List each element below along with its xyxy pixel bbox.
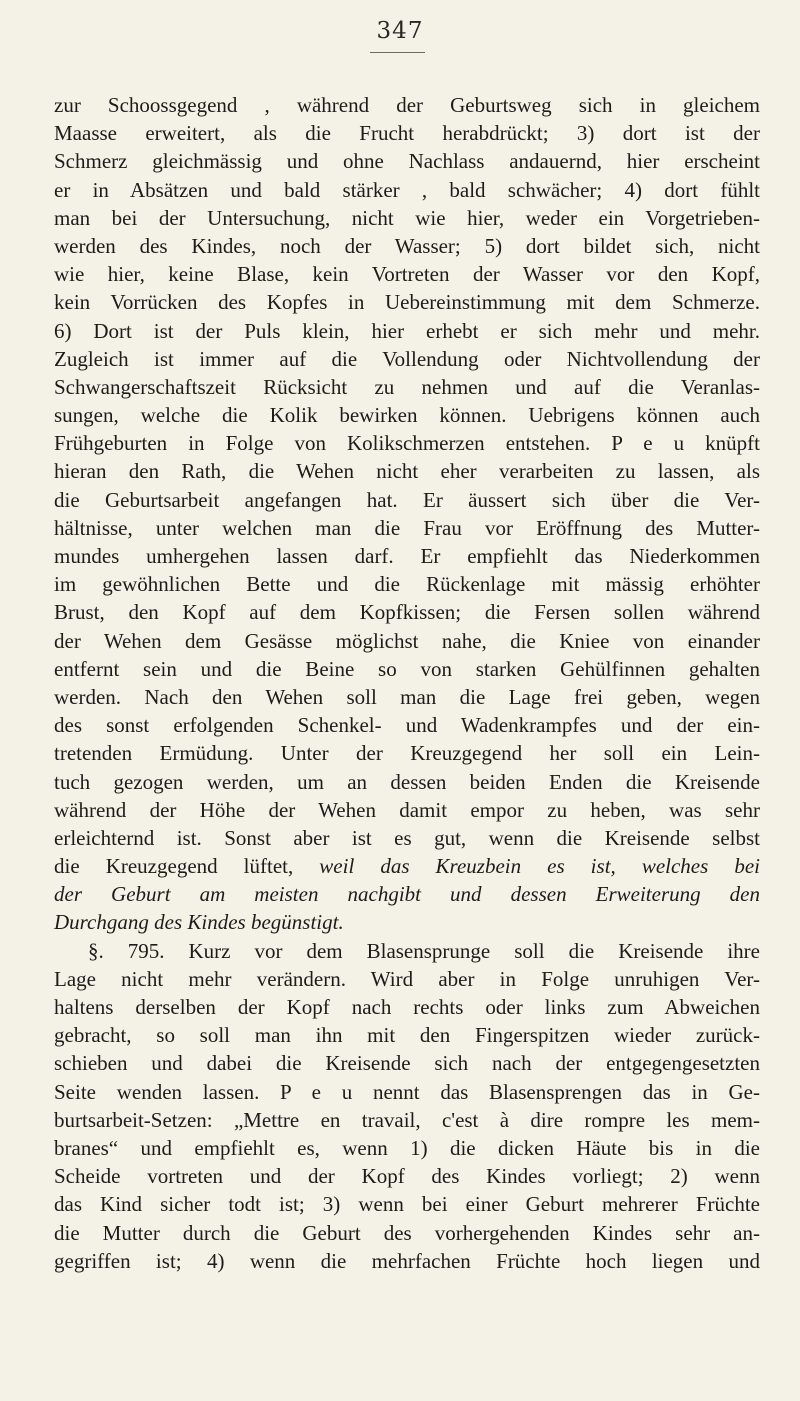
text-line [54, 147, 760, 175]
text-line [54, 824, 760, 852]
line-text: Frühgeburten in Folge von Kolikschmerzen entstehen. P e u knüpft [54, 431, 760, 456]
text-line [54, 457, 760, 485]
text-line [54, 1078, 760, 1106]
line-text: Schmerz gleichmässig und ohne Nachlass andauernd, hier erscheint [54, 149, 760, 174]
text-line [54, 317, 760, 345]
line-text: §. 795. Kurz vor dem Blasensprunge soll die Kreisende ihre [88, 938, 760, 963]
text-line [54, 345, 760, 373]
emphasized-text: weil das Kreuzbein es ist, welches bei [319, 854, 760, 879]
line-text: während der Höhe der Wehen damit empor zu heben, was sehr [54, 797, 760, 822]
text-line [54, 401, 760, 429]
line-text: wie hier, keine Blase, kein Vortreten der Wasser vor den Kopf, [54, 262, 760, 287]
text-line [54, 739, 760, 767]
page-number-rule [370, 52, 425, 53]
line-text: hieran den Rath, die Wehen nicht eher verarbeiten zu lassen, als [54, 459, 760, 484]
text-line [54, 542, 760, 570]
line-text: Maasse erweitert, als die Frucht herabdrückt; 3) dort ist der [54, 121, 760, 146]
line-text: man bei der Untersuchung, nicht wie hier, weder ein Vorgetrieben- [54, 205, 760, 230]
text-line [54, 204, 760, 232]
line-text: 6) Dort ist der Puls klein, hier erhebt er sich mehr und mehr. [54, 318, 760, 343]
text-line [54, 1106, 760, 1134]
line-text: Scheide vortreten und der Kopf des Kindes vorliegt; 2) wenn [54, 1164, 760, 1189]
line-text: Lage nicht mehr verändern. Wird aber in Folge unruhigen Ver- [54, 966, 760, 991]
line-text: kein Vorrücken des Kopfes in Uebereinstimmung mit dem Schmerze. [54, 290, 760, 315]
line-text: mundes umhergehen lassen darf. Er empfiehlt das Niederkommen [54, 544, 760, 568]
text-line [54, 288, 760, 316]
line-text: der Wehen dem Gesässe möglichst nahe, die Kniee von einander [54, 628, 760, 653]
line-text: werden. Nach den Wehen soll man die Lage frei geben, wegen [54, 684, 760, 709]
line-text: Brust, den Kopf auf dem Kopfkissen; die Fersen sollen während [54, 600, 760, 625]
line-text: schieben und dabei die Kreisende sich nach der entgegengesetzten [54, 1051, 760, 1076]
text-line [54, 429, 760, 457]
line-text: burtsarbeit-Setzen: „Mettre en travail, c'est à dire rompre les mem- [54, 1107, 760, 1132]
line-text: Schwangerschaftszeit Rücksicht zu nehmen und auf die Veranlas- [54, 374, 760, 399]
text-line [54, 627, 760, 655]
text-line [54, 796, 760, 824]
text-line [54, 570, 760, 598]
text-line [54, 260, 760, 288]
text-line [54, 852, 760, 880]
line-text: Zugleich ist immer auf die Vollendung oder Nichtvollendung der [54, 346, 760, 371]
line-text: die Geburtsarbeit angefangen hat. Er äussert sich über die Ver- [54, 487, 760, 512]
text-line [54, 655, 760, 683]
line-text: gebracht, so soll man ihn mit den Fingerspitzen wieder zurück- [54, 1023, 760, 1048]
text-line [54, 768, 760, 796]
page-number: 347 [376, 18, 424, 44]
text-line [54, 683, 760, 711]
line-text: sungen, welche die Kolik bewirken können. Uebrigens können auch [54, 403, 760, 428]
line-text: die Kreuzgegend lüftet, [54, 854, 320, 879]
line-text: entfernt sein und die Beine so von starken Gehülfinnen gehalten [54, 656, 760, 681]
line-text: werden des Kindes, noch der Wasser; 5) dort bildet sich, nicht [54, 233, 760, 258]
line-text: er in Absätzen und bald stärker , bald schwächer; 4) dort fühlt [54, 177, 760, 202]
text-line [54, 965, 760, 993]
text-line [54, 937, 760, 965]
text-line [54, 232, 760, 260]
line-text: erleichternd ist. Sonst aber ist es gut, wenn die Kreisende selbst [54, 825, 760, 850]
text-line [54, 373, 760, 401]
line-text: zur Schoossgegend , während der Geburtsweg sich in gleichem [54, 93, 760, 117]
emphasized-text: der Geburt am meisten nachgibt und dessen Erweiterung den [54, 882, 760, 907]
text-line [54, 1162, 760, 1190]
line-text: branes“ und empfiehlt es, wenn 1) die dicken Häute bis in die [54, 1135, 760, 1160]
line-text: das Kind sicher todt ist; 3) wenn bei einer Geburt mehrerer Früchte [54, 1192, 760, 1217]
text-line [54, 1049, 760, 1077]
text-line [54, 1247, 760, 1275]
line-text: tretenden Ermüdung. Unter der Kreuzgegend her soll ein Lein- [54, 741, 760, 766]
text-line [54, 91, 760, 119]
text-line [54, 598, 760, 626]
text-line [54, 1219, 760, 1247]
text-line [54, 908, 760, 936]
line-text: hältnisse, unter welchen man die Frau vor Eröffnung des Mutter- [54, 515, 760, 540]
body-text [54, 91, 760, 1275]
text-line [54, 176, 760, 204]
line-text: im gewöhnlichen Bette und die Rückenlage mit mässig erhöhter [54, 572, 760, 597]
line-text: die Mutter durch die Geburt des vorhergehenden Kindes sehr an- [54, 1220, 760, 1245]
text-line [54, 119, 760, 147]
text-line [54, 993, 760, 1021]
line-text: tuch gezogen werden, um an dessen beiden Enden die Kreisende [54, 769, 760, 794]
line-text: gegriffen ist; 4) wenn die mehrfachen Früchte hoch liegen und [54, 1248, 760, 1273]
line-text: des sonst erfolgenden Schenkel- und Wadenkrampfes und der ein- [54, 713, 760, 738]
text-line [54, 1190, 760, 1218]
emphasized-text: Durchgang des Kindes begünstigt. [54, 910, 344, 935]
text-line [54, 1134, 760, 1162]
line-text: Seite wenden lassen. P e u nennt das Blasensprengen das in Ge- [54, 1079, 760, 1104]
text-line [54, 514, 760, 542]
text-line [54, 1021, 760, 1049]
line-text: haltens derselben der Kopf nach rechts oder links zum Abweichen [54, 995, 760, 1019]
text-line [54, 486, 760, 514]
text-line [54, 880, 760, 908]
text-line [54, 711, 760, 739]
